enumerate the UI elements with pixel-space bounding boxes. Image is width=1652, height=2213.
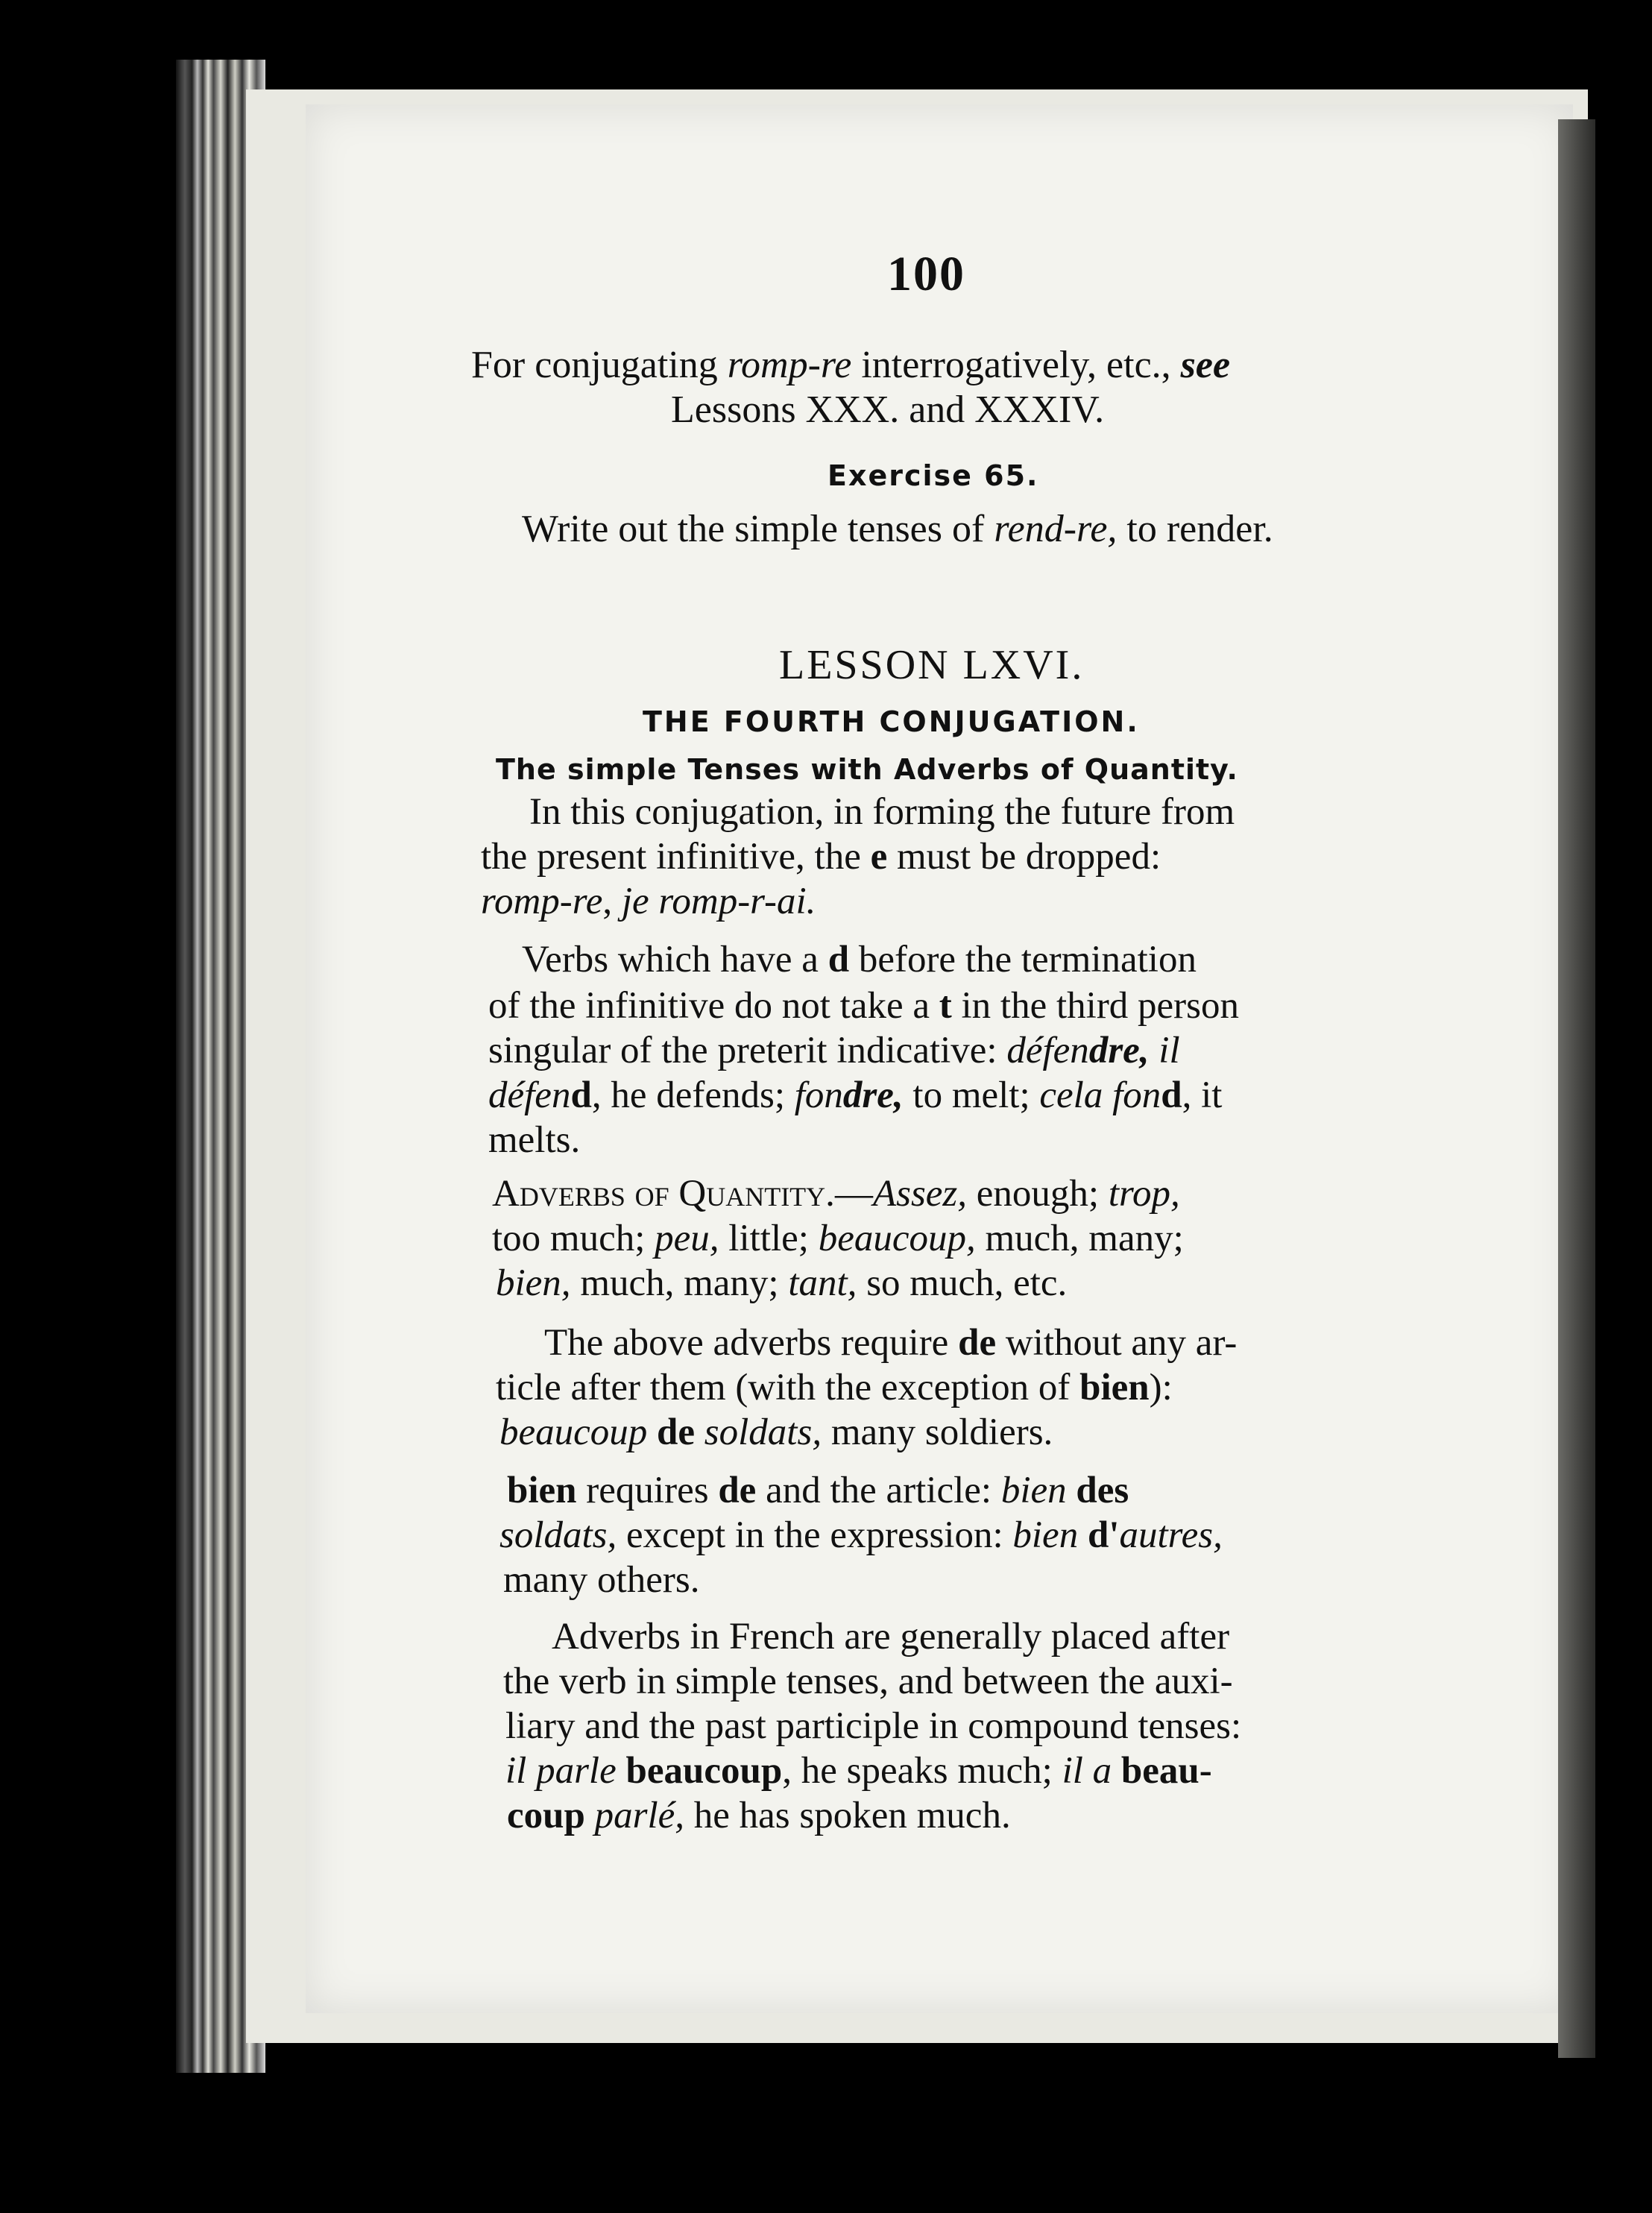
paragraph-6-line-1: Adverbs in French are generally placed after — [552, 1616, 1230, 1658]
paragraph-1-line-2: the present infinitive, the e must be dropped: — [481, 836, 1161, 878]
section-heading: THE FOURTH CONJUGATION. — [643, 705, 1140, 738]
paragraph-2-line-1: Verbs which have a d before the termination — [522, 939, 1197, 980]
exercise-text: Write out the simple tenses of rend-re, to render. — [522, 508, 1273, 550]
exercise-heading: Exercise 65. — [827, 459, 1039, 492]
paragraph-6-line-5: coup parlé, he has spoken much. — [507, 1795, 1011, 1836]
paragraph-4-line-2: ticle after them (with the exception of bien): — [496, 1367, 1173, 1408]
paragraph-2-line-5: melts. — [488, 1119, 581, 1161]
paragraph-2-line-4: défend, he defends; fondre, to melt; cela fond, it — [488, 1074, 1223, 1116]
paragraph-5-line-3: many others. — [503, 1559, 700, 1601]
sub-heading: The simple Tenses with Adverbs of Quantity. — [496, 753, 1238, 786]
paragraph-3-line-3: bien, much, many; tant, so much, etc. — [496, 1262, 1068, 1304]
paragraph-5-line-2: soldats, except in the expression: bien d'autres, — [499, 1514, 1223, 1556]
paragraph-1-line-3: romp-re, je romp-r-ai. — [481, 881, 816, 922]
paragraph-6-line-3: liary and the past participle in compound tenses: — [505, 1705, 1242, 1747]
intro-line-1: For conjugating romp-re interrogatively, etc., see — [471, 344, 1231, 386]
paragraph-4-line-3: beaucoup de soldats, many soldiers. — [499, 1411, 1053, 1453]
paragraph-3-line-1: Adverbs of Quantity.—Assez, enough; trop, — [492, 1173, 1180, 1215]
paragraph-6-line-4: il parle beaucoup, he speaks much; il a beau- — [505, 1750, 1212, 1792]
paragraph-1-line-1: In this conjugation, in forming the future from — [529, 791, 1235, 833]
paragraph-2-line-2: of the infinitive do not take a t in the third person — [488, 985, 1240, 1027]
paragraph-2-line-3: singular of the preterit indicative: défendre, il — [488, 1030, 1180, 1071]
paragraph-3-line-2: too much; peu, little; beaucoup, much, many; — [492, 1218, 1184, 1259]
paragraph-6-line-2: the verb in simple tenses, and between the auxi- — [503, 1660, 1233, 1702]
paragraph-4-line-1: The above adverbs require de without any ar- — [544, 1322, 1238, 1364]
lesson-title: LESSON LXVI. — [779, 642, 1085, 688]
intro-line-2: Lessons XXX. and XXXIV. — [671, 388, 1105, 431]
paragraph-5-line-1: bien requires de and the article: bien des — [507, 1470, 1129, 1511]
page-shadow — [1558, 119, 1595, 2058]
page-number: 100 — [887, 247, 965, 301]
